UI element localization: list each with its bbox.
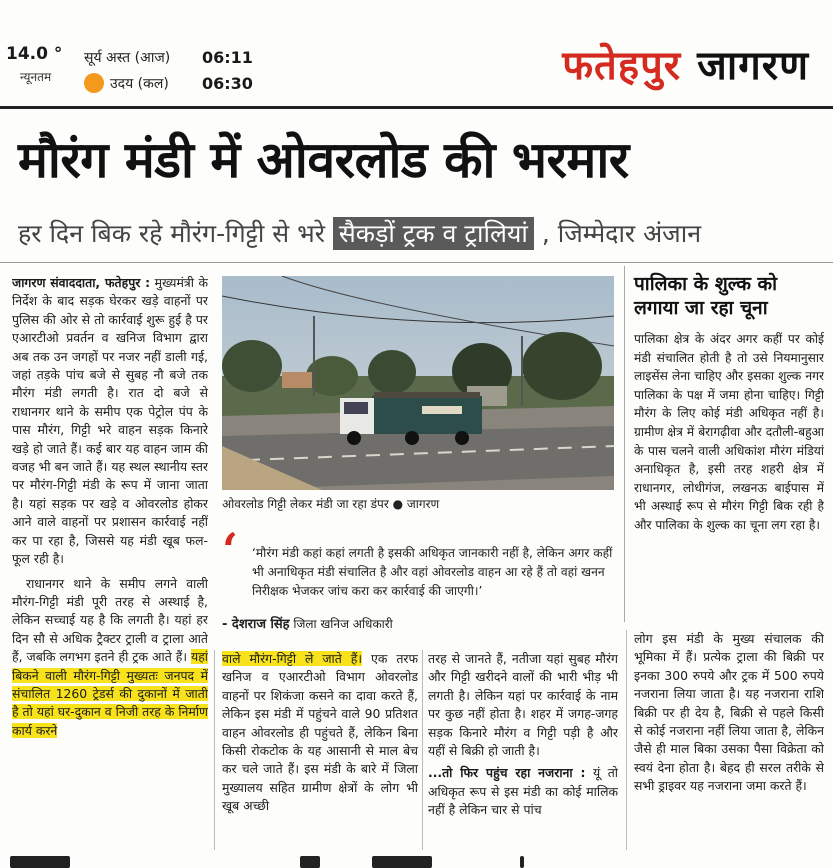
- quote-author-name: - देशराज सिंह: [222, 617, 290, 632]
- col3-para2: [428, 764, 618, 819]
- temperature: [6, 44, 62, 64]
- col1-para1: [12, 274, 208, 569]
- quote-author-title: जिला खनिज अधिकारी: [289, 617, 393, 631]
- col3-text2: यूं तो अधिकृत रूप से इस मंडी का कोई मालिक नहीं है लेकिन चार से पांच: [428, 765, 618, 818]
- column-divider: [422, 650, 423, 850]
- col2-text: एक तरफ खनिज व एआरटीओ विभाग ओवरलोड वाहनों पर शिकंजा कसने का दावा करते हैं, लेकिन इस मंडी में पहुंचने वाले 90 प्रतिशत वाहन ओवरलोड ही पहुंचते हैं, लेकिन बिना किसी रोकटोक के यह आसानी से माल बेच कर चले जाते हैं। इस मंडी के बारे में जिला मुख्यालय सहित ग्रामीण क्षेत्रों के लोग भी खूब अच्छी: [222, 651, 418, 814]
- photo-caption: ओवरलोड गिट्टी लेकर मंडी जा रहा डंपर ● जागरण: [222, 497, 440, 511]
- sunset-time: 06:11: [202, 47, 253, 67]
- subhead-highlight: सैकड़ों ट्रक व ट्रालियां: [333, 217, 534, 250]
- headline: मौरंग मंडी में ओवरलोड की भरमार: [18, 131, 629, 189]
- col3-subhead: ...तो फिर पहुंच रहा नजराना :: [428, 765, 586, 781]
- article-column-2: [222, 650, 418, 850]
- cut-off-glyph: [520, 856, 524, 868]
- sidebar-title: पालिका के शुल्क को लगाया जा रहा चूना: [634, 273, 778, 319]
- col1-para1-text: मुख्यमंत्री के निर्देश के बाद सड़क घेरकर खड़े वाहनों पर पुलिस की ओर से तो कार्रवाई शुरू हुई है पर एआरटीओ प्रवर्तन व खनिज विभाग द्वारा अब तक उन जगहों पर नजर नहीं डाली गई, जहां तड़के पांच बजे से सुबह नौ बजे तक मौरंग मंडी लगती है। रात दो बजे से राधानगर थाने के समीप एक पेट्रोल पंप के पास मौरंग, गिट्टी भरे वाहन सड़क किनारे खड़े हो जाते हैं। कई बार यह वाहन जाम की वजह भी बन जाते हैं। यह स्थल स्थानीय स्तर पर मौरंग-गिट्टी मंडी के रूप में जाना जाता है। यहां सड़क पर खड़े व ओवरलोड होकर आने वाले वाहनों पर प्रशासन कार्रवाई नहीं कर पा रहा है, जिससे यह मंडी खूब फल-फूल रही है।: [12, 275, 208, 567]
- top-bar: [0, 0, 833, 108]
- subheadline: [18, 216, 701, 250]
- temperature-label: न्यूनतम: [20, 70, 52, 84]
- sunrise-time: 06:30: [202, 73, 253, 93]
- col2-highlight: वाले मौरंग-गिट्टी ले जाते हैं।: [222, 651, 363, 666]
- temperature-value: 14.0: [6, 44, 48, 64]
- byline: जागरण संवाददाता, फतेहपुर :: [12, 275, 151, 290]
- column-divider: [626, 630, 627, 850]
- article-column-4: लोग इस मंडी के मुख्य संचालक की भूमिका में हैं। प्रत्येक ट्राला की बिक्री पर इनका 300 रुपये और ट्रक में 500 रुपये नजराना लिया जाता है। यह नजराना राशि बिक्री पर ही देय है, बिक्री से पहले किसी से कोई नजराना नहीं लिया जाता है, लेकिन जैसे ही माल बिका उसका पैसा विक्रेता को स्वयं देना होता है। बेहद ही सरल तरीके से सभी ड्राइवर यह नजराना जमा करते हैं।: [634, 631, 824, 794]
- degree-symbol: °: [53, 44, 63, 64]
- weather-block: [6, 44, 62, 85]
- subhead-before: हर दिन बिक रहे मौरंग-गिट्टी से भरे: [18, 219, 333, 248]
- cut-off-glyph: [372, 856, 432, 868]
- quote-author: [222, 614, 393, 632]
- subhead-after: , जिम्मेदार अंजान: [533, 219, 702, 248]
- subhead-rule: [0, 262, 833, 263]
- sunset-row: [84, 44, 253, 70]
- masthead: [562, 36, 809, 91]
- sunrise-row: [84, 70, 253, 96]
- column-divider: [214, 650, 215, 850]
- cut-off-glyph: [300, 856, 320, 868]
- col1-highlight: यहां बिकने वाली मौरंग-गिट्टी मुख्यतः जनपद में संचालित 1260 ट्रेडर्स की दुकानों में जाती है तो यहां घर-दुकान व निजी तरह के निर्माण कार्य करने: [12, 649, 208, 738]
- col3-text: तरह से जानते हैं, नतीजा यहां सुबह मौरंग और गिट्टी खरीदने वालों की भारी भीड़ भी लगती है। लेकिन यहां पर कार्रवाई के नाम पर कुछ नहीं होता है। शहर में जगह-जगह सड़क किनारे मौरंग व गिट्टी पड़ी है और यहीं से बिक्री हो जाती है।: [428, 651, 618, 759]
- cut-off-glyph: [10, 856, 70, 868]
- quote-mark: ‘: [222, 523, 239, 577]
- sidebar-text: पालिका क्षेत्र के अंदर अगर कहीं पर कोई मंडी संचालित होती है तो उसे नियमानुसार लाइसेंस लेना चाहिए और इसका शुल्क नगर पालिका के पक्ष में जमा होना चाहिए। गिट्टी मौरंग के लिए कोई मंडी अधिकृत नहीं है। ग्रामीण क्षेत्र में बेरागढ़ीवा और दतौली-बहुआ के पास चलने वाली अधिकांश मौरंग मंडियां अनाधिकृत है, इसी तरह शहरी क्षेत्र में राधानगर, लोधीगंज, लखनऊ बाईपास में भी अस्थाई रूप से मौरंग गिट्टी बिक रही है और पालिका के शुल्क का चूना लग रहा है।: [634, 332, 824, 532]
- quote-text: ‘मौरंग मंडी कहां कहां लगती है इसकी अधिकृत जानकारी नहीं है, लेकिन अगर कहीं भी अनाधिकृत मंडी संचालित है और वहां ओवरलोड वाहन आ रहे हैं तो वहां खनन निरीक्षक भेजकर जांच करा कर कार्रवाई की जाएगी।’: [252, 546, 613, 598]
- header-rule: [0, 106, 833, 109]
- dumper-truck-photo: [222, 276, 614, 490]
- sunset-label: सूर्य अस्त (आज): [84, 49, 171, 66]
- cut-off-text-line: [0, 852, 833, 868]
- article-column-3: [428, 650, 618, 850]
- col1-para2: [12, 575, 208, 741]
- news-photo: [222, 276, 614, 490]
- sidebar-divider: [624, 266, 625, 622]
- masthead-city: फतेहपुर: [562, 43, 682, 89]
- sun-times: [84, 44, 253, 96]
- sunrise-label: उदय (कल): [110, 75, 169, 92]
- sun-icon: [84, 73, 104, 93]
- article-column-1: [12, 274, 208, 852]
- masthead-paper: जागरण: [697, 43, 809, 89]
- col1-para2-text: राधानगर थाने के समीप लगने वाली मौरंग-गिट्टी मंडी पूरी तरह से अस्थाई है, लेकिन सच्चाई यह है कि लगती है। यहां हर दिन सौ से अधिक ट्रैक्टर ट्राली व ट्राला आते हैं, जबकि लगभग इतने ही ट्रक आते हैं।: [12, 575, 208, 665]
